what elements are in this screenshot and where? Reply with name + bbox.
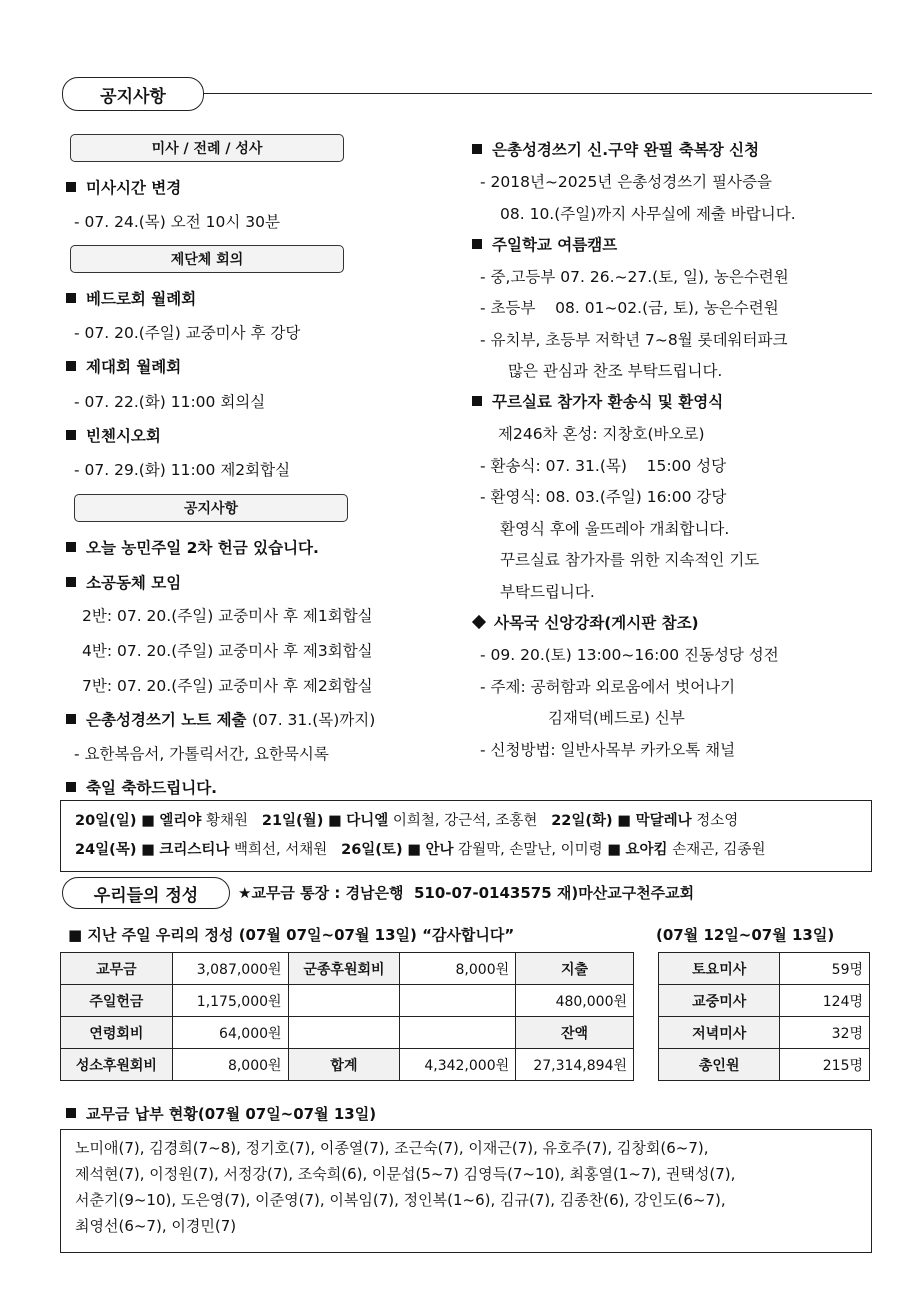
lecture-line-2: - 주제: 공허함과 외로움에서 벗어나기	[480, 678, 736, 696]
feast-names: 황채원	[206, 813, 249, 829]
square-bullet-icon	[66, 542, 76, 552]
table-cell: 8,000원	[400, 953, 516, 985]
table-cell: 교중미사	[659, 985, 780, 1017]
table-row	[659, 1049, 870, 1081]
bullet-text: 오늘 농민주일 2차 헌금 있습니다.	[86, 539, 319, 557]
table-cell: 480,000원	[516, 985, 634, 1017]
bullet-lecture	[472, 611, 699, 633]
table-cell: 27,314,894원	[516, 1049, 634, 1081]
table-cell: 군종후원회비	[288, 953, 400, 985]
tithe-line-2: 제석현(7), 이정원(7), 서정강(7), 조숙희(6), 이문섭(5~7) 김영득(7~10), 최홍열(1~7), 권택성(7),	[75, 1165, 736, 1183]
square-bullet-icon	[66, 182, 76, 192]
table-cell: 주일헌금	[61, 985, 173, 1017]
table-cell: 59명	[780, 953, 870, 985]
cursillo-line-6: 부탁드립니다.	[500, 583, 595, 601]
feast-names: 정소영	[696, 813, 739, 829]
bullet-community	[66, 571, 181, 593]
feast-names: 백희선, 서채원	[234, 842, 328, 858]
feast-names: 감월막, 손말난, 이미령	[458, 842, 603, 858]
table-row	[659, 985, 870, 1017]
table-cell: 교무금	[61, 953, 173, 985]
table-cell	[400, 1017, 516, 1049]
bullet-bible-note	[66, 708, 375, 730]
square-bullet-icon	[66, 577, 76, 587]
feast-saint: 크리스티나	[159, 842, 230, 858]
feast-saint: 요아킴	[625, 842, 668, 858]
table-cell: 토요미사	[659, 953, 780, 985]
table-cell: 64,000원	[172, 1017, 288, 1049]
table-cell: 124명	[780, 985, 870, 1017]
square-bullet-icon	[66, 293, 76, 303]
square-bullet-icon	[66, 782, 76, 792]
bullet-text: 교무금 납부 현황(07월 07일~07월 13일)	[86, 1105, 377, 1123]
table-row	[659, 1017, 870, 1049]
cursillo-line-3: - 환영식: 08. 03.(주일) 16:00 강당	[480, 488, 727, 506]
table-cell	[288, 985, 400, 1017]
detail-bible-note: - 요한복음서, 가톨릭서간, 요한묵시록	[74, 745, 329, 763]
cursillo-line-4: 환영식 후에 울뜨레아 개최합니다.	[500, 520, 730, 538]
notice-title-pill	[62, 77, 204, 111]
camp-line-3: - 유치부, 초등부 저학년 7~8월 롯데워터파크	[480, 331, 788, 349]
offering-table	[60, 952, 634, 1081]
section-notice-title: 공지사항	[183, 501, 239, 517]
feast-date: 20일(일)	[75, 813, 137, 829]
feast-date: 21일(월)	[261, 813, 324, 829]
table-row	[61, 1017, 634, 1049]
table-cell	[288, 1017, 400, 1049]
section-groups-header	[70, 245, 344, 273]
bullet-camp	[472, 233, 617, 255]
table-cell: 총인원	[659, 1049, 780, 1081]
feast-saint: 다니엘	[346, 813, 389, 829]
diamond-bullet-icon	[472, 615, 486, 629]
section-mass-title: 미사 / 전례 / 성사	[151, 141, 263, 157]
table-cell: 32명	[780, 1017, 870, 1049]
tithe-names-box	[60, 1129, 872, 1253]
bullet-text: 은총성경쓰기 신.구약 완필 축복장 신청	[492, 141, 760, 159]
attendance-range: (07월 12일~07월 13일)	[656, 926, 835, 944]
blessing-line-1: - 2018년~2025년 은총성경쓰기 필사증을	[480, 173, 772, 191]
feast-saint: 막달레나	[635, 813, 692, 829]
square-bullet-icon	[472, 396, 482, 406]
lecture-line-1: - 09. 20.(토) 13:00~16:00 진동성당 성전	[480, 646, 779, 664]
bullet-text: 꾸르실료 참가자 환송식 및 환영식	[492, 393, 724, 411]
lecture-line-3: 김재덕(베드로) 신부	[548, 709, 685, 727]
tithe-line-3: 서춘기(9~10), 도은영(7), 이준영(7), 이복임(7), 정인복(1~6), 김규(7), 김종찬(6), 강인도(6~7),	[75, 1191, 726, 1209]
table-cell: 8,000원	[172, 1049, 288, 1081]
detail-mass-time: - 07. 24.(목) 오전 10시 30분	[74, 213, 280, 231]
account-info: ★교무금 통장 : 경남은행 510-07-0143575 재)마산교구천주교회	[238, 884, 695, 902]
table-cell: 1,175,000원	[172, 985, 288, 1017]
table-row	[61, 985, 634, 1017]
bullet-altar	[66, 355, 181, 377]
section-notice-header	[74, 494, 348, 522]
table-cell: 3,087,000원	[172, 953, 288, 985]
square-bullet-icon	[66, 430, 76, 440]
square-bullet-icon	[66, 361, 76, 371]
square-bullet-icon	[472, 144, 482, 154]
blessing-line-2: 08. 10.(주일)까지 사무실에 제출 바랍니다.	[500, 205, 796, 223]
feast-date: 22일(화)	[551, 813, 613, 829]
attendance-table	[658, 952, 870, 1081]
bullet-text: 제대회 월례회	[86, 358, 182, 376]
table-cell: 저녁미사	[659, 1017, 780, 1049]
feast-saint: 엘리야	[159, 813, 202, 829]
feast-names: 손재곤, 김종원	[672, 842, 766, 858]
table-cell: 잔액	[516, 1017, 634, 1049]
bullet-text: 주일학교 여름캠프	[492, 236, 618, 254]
bullet-text: 베드로회 월례회	[86, 290, 197, 308]
offering-title-pill	[62, 877, 230, 909]
table-row	[659, 953, 870, 985]
community-line-2: 4반: 07. 20.(주일) 교중미사 후 제3회합실	[82, 642, 373, 660]
feast-names: 이희철, 강근석, 조홍현	[392, 813, 538, 829]
feast-box	[60, 800, 872, 872]
bullet-mass-time	[66, 176, 181, 198]
square-bullet-icon	[66, 714, 76, 724]
bullet-offering	[66, 536, 319, 558]
community-line-1: 2반: 07. 20.(주일) 교중미사 후 제1회합실	[82, 607, 373, 625]
tithe-line-1: 노미애(7), 김경희(7~8), 정기호(7), 이종열(7), 조근숙(7), 이재근(7), 유호주(7), 김창회(6~7),	[75, 1139, 709, 1157]
bullet-text: 소공동체 모임	[86, 574, 182, 592]
cursillo-line-1: 제246차 혼성: 지창호(바오로)	[498, 425, 705, 443]
table-cell: 215명	[780, 1049, 870, 1081]
bullet-text: 축일 축하드립니다.	[86, 779, 218, 797]
offering-title: 우리들의 정성	[93, 885, 199, 906]
cursillo-line-2: - 환송식: 07. 31.(목) 15:00 성당	[480, 457, 727, 475]
table-row	[61, 953, 634, 985]
bullet-cursillo	[472, 390, 723, 412]
tithe-line-4: 최영선(6~7), 이경민(7)	[75, 1217, 237, 1235]
camp-line-2: - 초등부 08. 01~02.(금, 토), 농은수련원	[480, 299, 779, 317]
bullet-tithe	[66, 1103, 376, 1124]
feast-date: 24일(목)	[75, 842, 137, 858]
cursillo-line-5: 꾸르실료 참가자를 위한 지속적인 기도	[500, 551, 760, 569]
detail-vincent: - 07. 29.(화) 11:00 제2회합실	[74, 461, 291, 479]
table-cell: 합계	[288, 1049, 400, 1081]
bullet-text: 사목국 신앙강좌(게시판 참조)	[494, 614, 699, 632]
camp-line-1: - 중,고등부 07. 26.~27.(토, 일), 농은수련원	[480, 268, 789, 286]
notice-title: 공지사항	[100, 86, 166, 107]
square-bullet-icon	[472, 239, 482, 249]
feast-saint: 안나	[425, 842, 454, 858]
table-cell: 연령회비	[61, 1017, 173, 1049]
camp-line-4: 많은 관심과 찬조 부탁드립니다.	[508, 362, 723, 380]
last-week-title: ■ 지난 주일 우리의 정성 (07월 07일~07월 13일) “감사합니다”	[68, 926, 515, 944]
bullet-peter	[66, 287, 196, 309]
section-mass-header	[70, 134, 344, 162]
feast-line-1: 20일(일) ■ 엘리야 황채원 21일(월) ■ 다니엘 이희철, 강근석, 조홍현 22일(화) ■ 막달레나 정소영	[75, 813, 739, 829]
header-rule	[204, 93, 872, 94]
table-row	[61, 1049, 634, 1081]
bullet-vincent	[66, 424, 161, 446]
table-cell: 성소후원회비	[61, 1049, 173, 1081]
table-cell: 4,342,000원	[400, 1049, 516, 1081]
bullet-text: 은총성경쓰기 노트 제출	[86, 711, 247, 729]
feast-date: 26일(토)	[341, 842, 403, 858]
table-cell: 지출	[516, 953, 634, 985]
bullet-suffix: (07. 31.(목)까지)	[251, 711, 376, 729]
feast-line-2: 24일(목) ■ 크리스티나 백희선, 서채원 26일(토) ■ 안나 감월막, 손말난, 이미령 ■ 요아킴 손재곤, 김종원	[75, 842, 766, 858]
table-cell	[400, 985, 516, 1017]
bullet-blessing	[472, 138, 759, 160]
bullet-feast	[66, 776, 217, 798]
bullet-text: 빈첸시오회	[86, 427, 161, 445]
square-bullet-icon	[66, 1108, 76, 1118]
community-line-3: 7반: 07. 20.(주일) 교중미사 후 제2회합실	[82, 677, 373, 695]
detail-peter: - 07. 20.(주일) 교중미사 후 강당	[74, 324, 301, 342]
section-groups-title: 제단체 회의	[170, 252, 244, 268]
bullet-text: 미사시간 변경	[86, 179, 182, 197]
lecture-line-4: - 신청방법: 일반사목부 카카오톡 채널	[480, 741, 736, 759]
detail-altar: - 07. 22.(화) 11:00 회의실	[74, 393, 266, 411]
